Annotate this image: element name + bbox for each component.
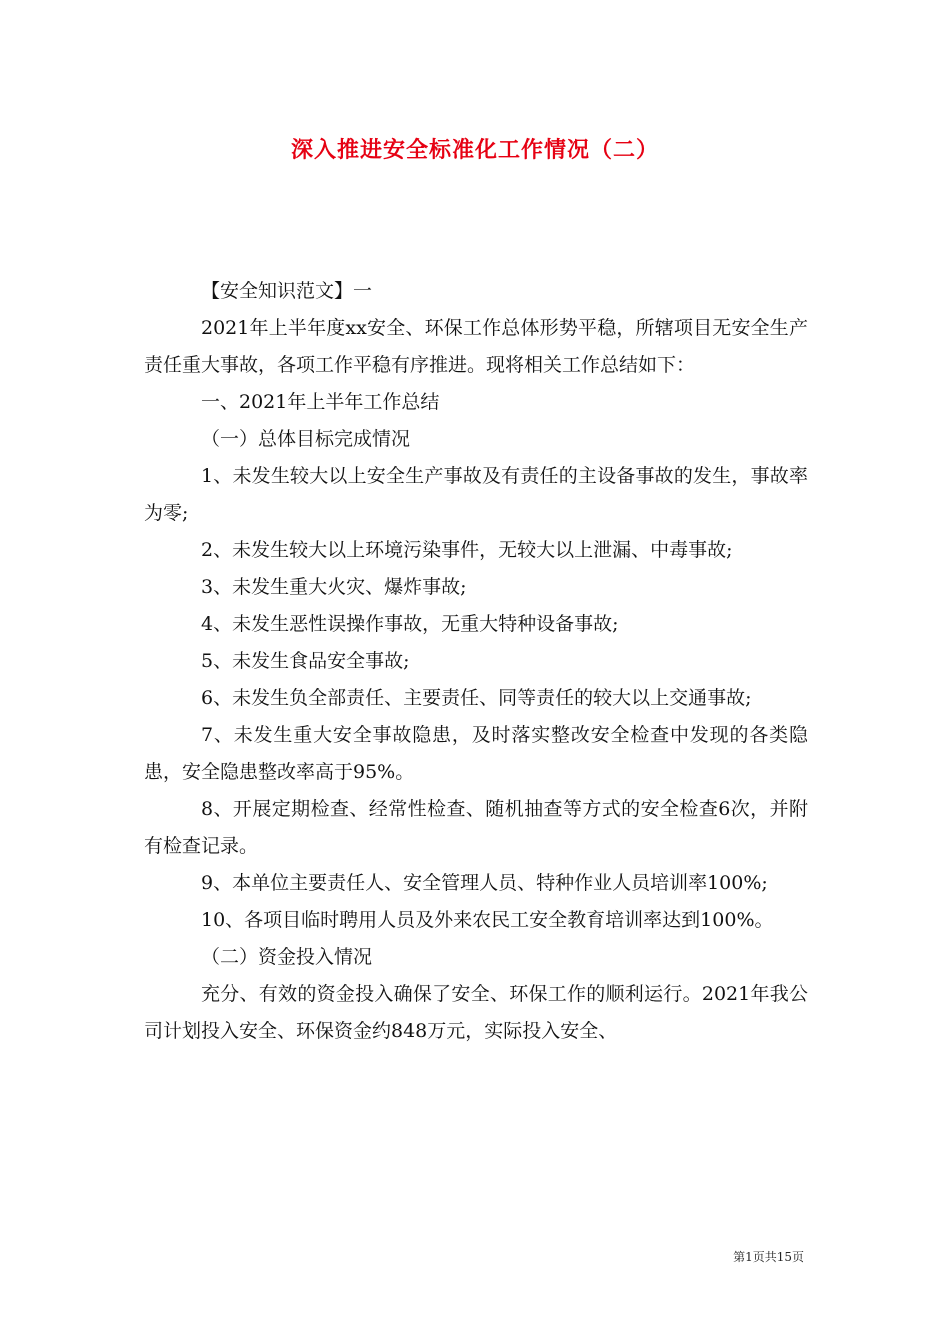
document-title: 深入推进安全标准化工作情况（二） — [290, 137, 659, 163]
document-body — [144, 273, 808, 1050]
subsection-heading: （一）总体目标完成情况 — [201, 428, 411, 450]
list-item-5: 5、未发生食品安全事故; — [201, 650, 410, 672]
subsection-heading-2: （二）资金投入情况 — [201, 946, 373, 968]
list-item-6: 6、未发生负全部责任、主要责任、同等责任的较大以上交通事故; — [201, 687, 752, 709]
list-item-1: 1、未发生较大以上安全生产事故及有责任的主设备事故的发生，事故率为零; — [144, 465, 808, 524]
page-number: 第1页共15页 — [733, 1250, 804, 1264]
paragraph-funding: 充分、有效的资金投入确保了安全、环保工作的顺利运行。2021年我公司计划投入安全、环保资金约848万元，实际投入安全、 — [144, 983, 808, 1042]
paragraph-intro: 2021年上半年度xx安全、环保工作总体形势平稳，所辖项目无安全生产责任重大事故，各项工作平稳有序推进。现将相关工作总结如下： — [144, 317, 808, 376]
list-item-2: 2、未发生较大以上环境污染事件，无较大以上泄漏、中毒事故; — [201, 539, 733, 561]
list-item-9: 9、本单位主要责任人、安全管理人员、特种作业人员培训率100%; — [201, 872, 768, 894]
list-item-4: 4、未发生恶性误操作事故，无重大特种设备事故; — [201, 613, 619, 635]
list-item-8: 8、开展定期检查、经常性检查、随机抽查等方式的安全检查6次，并附有检查记录。 — [144, 798, 808, 857]
list-item-7: 7、未发生重大安全事故隐患，及时落实整改安全检查中发现的各类隐患，安全隐患整改率高于95%。 — [144, 724, 808, 783]
list-item-3: 3、未发生重大火灾、爆炸事故; — [201, 576, 467, 598]
list-item-10: 10、各项目临时聘用人员及外来农民工安全教育培训率达到100%。 — [201, 909, 774, 931]
paragraph-heading: 【安全知识范文】一 — [201, 280, 373, 302]
section-heading: 一、2021年上半年工作总结 — [201, 391, 440, 413]
